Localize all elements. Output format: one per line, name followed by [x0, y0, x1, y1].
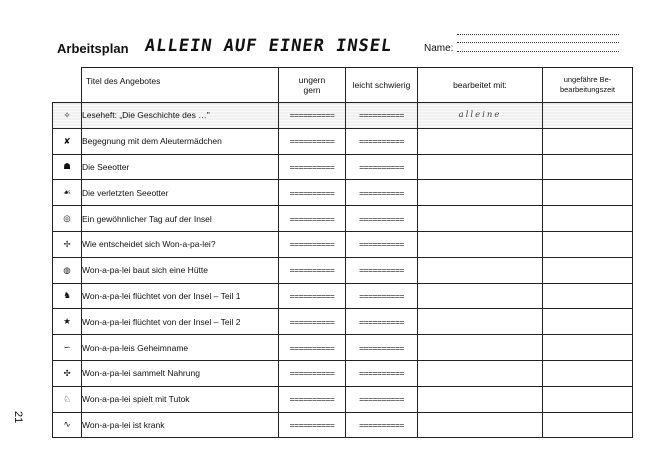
- wave-icon: ∽: [53, 335, 82, 361]
- leicht-schwierig-rating[interactable]: ==========: [346, 231, 418, 257]
- sick-icon: ∿: [53, 412, 82, 438]
- windmill-icon: ✢: [53, 231, 82, 257]
- plan-label: Arbeitsplan: [57, 41, 129, 56]
- offer-title: Ein gewöhnlicher Tag auf der Insel: [82, 206, 279, 232]
- ungern-gern-rating[interactable]: ==========: [279, 103, 346, 129]
- bearbeitungszeit-column-header: ungefähre Be- bearbeitungszeit: [543, 68, 633, 103]
- ungern-gern-rating[interactable]: ==========: [279, 386, 346, 412]
- leicht-schwierig-rating[interactable]: ==========: [346, 154, 418, 180]
- bearbeitungszeit-entry[interactable]: [543, 386, 633, 412]
- plan-title: ALLEIN AUF EINER INSEL: [143, 36, 394, 56]
- offer-title: Won-a-pa-lei baut sich eine Hütte: [82, 257, 279, 283]
- leicht-schwierig-rating[interactable]: ==========: [346, 257, 418, 283]
- bearbeitet-mit-entry[interactable]: [418, 360, 543, 386]
- table-row: [53, 257, 633, 283]
- table-row: [53, 180, 633, 206]
- ungern-gern-rating[interactable]: ==========: [279, 206, 346, 232]
- bearbeitungszeit-entry[interactable]: [543, 231, 633, 257]
- ungern-gern-rating[interactable]: ==========: [279, 257, 346, 283]
- bearbeitet-mit-entry[interactable]: alleine: [418, 103, 543, 129]
- bearbeitet-mit-entry[interactable]: [418, 412, 543, 438]
- bearbeitungszeit-entry[interactable]: [543, 257, 633, 283]
- hut-icon: ◍: [53, 257, 82, 283]
- leicht-schwierig-rating[interactable]: ==========: [346, 180, 418, 206]
- name-label: Name:: [424, 43, 454, 54]
- worksheet-heading: [57, 36, 657, 60]
- bearbeitet-mit-entry[interactable]: [418, 257, 543, 283]
- offer-title: Die Seeotter: [82, 154, 279, 180]
- table-row: [53, 206, 633, 232]
- bearbeitet-mit-entry[interactable]: [418, 180, 543, 206]
- ungern-gern-rating[interactable]: ==========: [279, 412, 346, 438]
- name-line-3[interactable]: [457, 51, 619, 52]
- book-icon: ✧: [53, 103, 82, 129]
- table-row: [53, 128, 633, 154]
- gathering-icon: ✣: [53, 360, 82, 386]
- table-header-row: [53, 68, 633, 103]
- offer-title: Won-a-pa-lei flüchtet von der Insel – Teil 1: [82, 283, 279, 309]
- offer-title: Die verletzten Seeotter: [82, 180, 279, 206]
- offer-title: Won-a-pa-lei sammelt Nahrung: [82, 360, 279, 386]
- bearbeitungszeit-entry[interactable]: [543, 283, 633, 309]
- escape-icon: ♞: [53, 283, 82, 309]
- offer-title: Won-a-pa-leis Geheimname: [82, 335, 279, 361]
- bearbeitungszeit-entry[interactable]: [543, 154, 633, 180]
- otter-icon: ☗: [53, 154, 82, 180]
- bearbeitungszeit-entry[interactable]: [543, 206, 633, 232]
- offer-title: Begegnung mit dem Aleutermädchen: [82, 128, 279, 154]
- dog-icon: ♘: [53, 386, 82, 412]
- ungern-gern-column-header: ungern gern: [279, 68, 346, 103]
- star-icon: ★: [53, 309, 82, 335]
- bearbeitet-mit-entry[interactable]: [418, 283, 543, 309]
- bearbeitungszeit-entry[interactable]: [543, 128, 633, 154]
- title-column-header: Titel des Angebotes: [82, 68, 279, 103]
- leicht-schwierig-rating[interactable]: ==========: [346, 335, 418, 361]
- bearbeitet-mit-column-header: bearbeitet mit:: [418, 68, 543, 103]
- ungern-gern-rating[interactable]: ==========: [279, 283, 346, 309]
- bearbeitet-mit-entry[interactable]: [418, 231, 543, 257]
- name-line-2[interactable]: [457, 42, 619, 43]
- name-line-1[interactable]: [457, 34, 619, 35]
- offer-title: Won-a-pa-lei spielt mit Tutok: [82, 386, 279, 412]
- ungern-gern-rating[interactable]: ==========: [279, 231, 346, 257]
- ungern-gern-rating[interactable]: ==========: [279, 180, 346, 206]
- table-row: [53, 335, 633, 361]
- leicht-schwierig-rating[interactable]: ==========: [346, 309, 418, 335]
- bearbeitungszeit-entry[interactable]: [543, 309, 633, 335]
- icon-column-header: [53, 68, 82, 103]
- bearbeitungszeit-entry[interactable]: [543, 103, 633, 129]
- ungern-gern-rating[interactable]: ==========: [279, 335, 346, 361]
- ungern-gern-rating[interactable]: ==========: [279, 128, 346, 154]
- table-row: [53, 412, 633, 438]
- leicht-schwierig-rating[interactable]: ==========: [346, 283, 418, 309]
- page-number: 21: [12, 411, 24, 424]
- leicht-schwierig-rating[interactable]: ==========: [346, 360, 418, 386]
- leicht-schwierig-rating[interactable]: ==========: [346, 103, 418, 129]
- ungern-gern-rating[interactable]: ==========: [279, 360, 346, 386]
- bearbeitet-mit-entry[interactable]: [418, 386, 543, 412]
- offer-title: Wie entscheidet sich Won-a-pa-lei?: [82, 231, 279, 257]
- table-row: [53, 231, 633, 257]
- spiral-icon: ◎: [53, 206, 82, 232]
- ungern-gern-rating[interactable]: ==========: [279, 309, 346, 335]
- leicht-schwierig-column-header: leicht schwierig: [346, 68, 418, 103]
- bearbeitet-mit-entry[interactable]: [418, 309, 543, 335]
- table-row: [53, 309, 633, 335]
- bearbeitungszeit-entry[interactable]: [543, 412, 633, 438]
- work-plan-table: [52, 67, 633, 438]
- bearbeitungszeit-entry[interactable]: [543, 335, 633, 361]
- table-row: [53, 154, 633, 180]
- meeting-icon: ✘: [53, 128, 82, 154]
- bearbeitet-mit-entry[interactable]: [418, 128, 543, 154]
- offer-title: Leseheft: „Die Geschichte des …": [82, 103, 279, 129]
- bearbeitungszeit-entry[interactable]: [543, 360, 633, 386]
- bearbeitet-mit-entry[interactable]: [418, 206, 543, 232]
- leicht-schwierig-rating[interactable]: ==========: [346, 412, 418, 438]
- offer-title: Won-a-pa-lei flüchtet von der Insel – Teil 2: [82, 309, 279, 335]
- leicht-schwierig-rating[interactable]: ==========: [346, 386, 418, 412]
- leicht-schwierig-rating[interactable]: ==========: [346, 206, 418, 232]
- ungern-gern-rating[interactable]: ==========: [279, 154, 346, 180]
- injured-otter-icon: ☙: [53, 180, 82, 206]
- table-row: [53, 360, 633, 386]
- table-row: [53, 103, 633, 129]
- bearbeitet-mit-entry[interactable]: [418, 154, 543, 180]
- table-row: [53, 386, 633, 412]
- bearbeitet-mit-entry[interactable]: [418, 335, 543, 361]
- leicht-schwierig-rating[interactable]: ==========: [346, 128, 418, 154]
- table-row: [53, 283, 633, 309]
- bearbeitungszeit-entry[interactable]: [543, 180, 633, 206]
- offer-title: Won-a-pa-lei ist krank: [82, 412, 279, 438]
